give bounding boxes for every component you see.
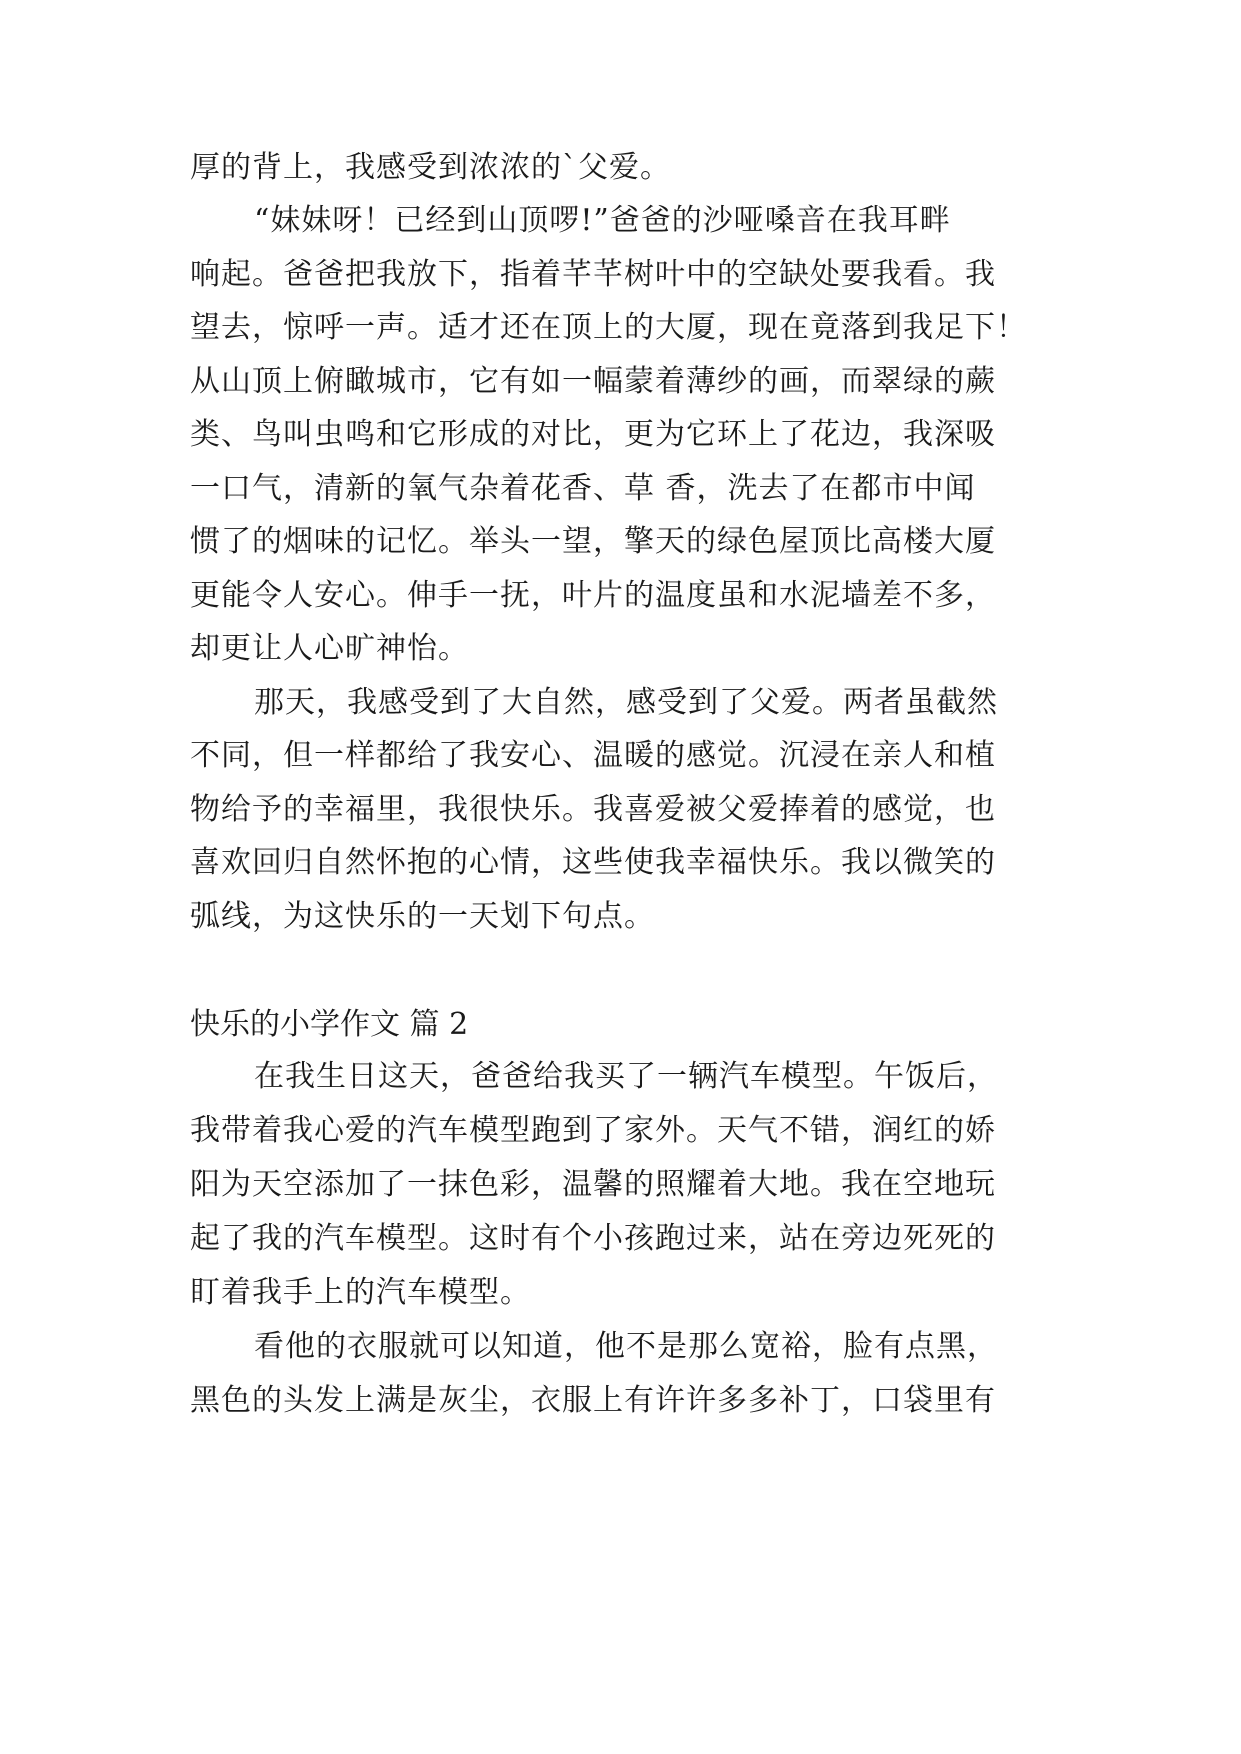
paragraph-line: 起了我的汽车模型。这时有个小孩跑过来，站在旁边死死的: [190, 1221, 996, 1256]
paragraph-line: 看他的衣服就可以知道，他不是那么宽裕，脸有点黑，: [254, 1329, 998, 1364]
paragraph-line: 一口气，清新的氧气杂着花香、草 香，洗去了在都市中闻: [190, 471, 976, 506]
paragraph-line: 物给予的幸福里，我很快乐。我喜爱被父爱捧着的感觉，也: [190, 792, 996, 827]
paragraph-line: 望去，惊呼一声。适才还在顶上的大厦，现在竟落到我足下！: [190, 310, 1027, 345]
paragraph-line: 类、鸟叫虫鸣和它形成的对比，更为它环上了花边，我深吸: [190, 417, 996, 452]
paragraph-line: 厚的背上，我感受到浓浓的`父爱。: [190, 150, 671, 185]
paragraph-line: 那天，我感受到了大自然，感受到了父爱。两者虽截然: [254, 685, 998, 720]
paragraph-line: 喜欢回归自然怀抱的心情，这些使我幸福快乐。我以微笑的: [190, 845, 996, 880]
paragraph-line: 不同，但一样都给了我安心、温暖的感觉。沉浸在亲人和植: [190, 738, 996, 773]
paragraph-line: 阳为天空添加了一抹色彩，温馨的照耀着大地。我在空地玩: [190, 1167, 996, 1202]
paragraph-line: 弧线，为这快乐的一天划下句点。: [190, 899, 655, 934]
paragraph-line: 我带着我心爱的汽车模型跑到了家外。天气不错，润红的娇: [190, 1113, 996, 1148]
paragraph-line: 惯了的烟味的记忆。举头一望，擎天的绿色屋顶比高楼大厦: [190, 524, 996, 559]
paragraph-line: 黑色的头发上满是灰尘，衣服上有许许多多补丁，口袋里有: [190, 1383, 996, 1418]
paragraph-line: “妹妹呀！已经到山顶啰!”爸爸的沙哑嗓音在我耳畔: [254, 203, 951, 238]
paragraph-line: 从山顶上俯瞰城市，它有如一幅蒙着薄纱的画，而翠绿的蕨: [190, 364, 996, 399]
paragraph-line: 更能令人安心。伸手一抚，叶片的温度虽和水泥墙差不多，: [190, 578, 996, 613]
paragraph-line: 盯着我手上的汽车模型。: [190, 1275, 531, 1310]
paragraph-line: 却更让人心旷神怡。: [190, 631, 469, 666]
paragraph-line: 在我生日这天，爸爸给我买了一辆汽车模型。午饭后，: [254, 1059, 998, 1094]
section-heading: 快乐的小学作文 篇 2: [190, 1007, 469, 1042]
paragraph-line: 响起。爸爸把我放下，指着芊芊树叶中的空缺处要我看。我: [190, 257, 996, 292]
